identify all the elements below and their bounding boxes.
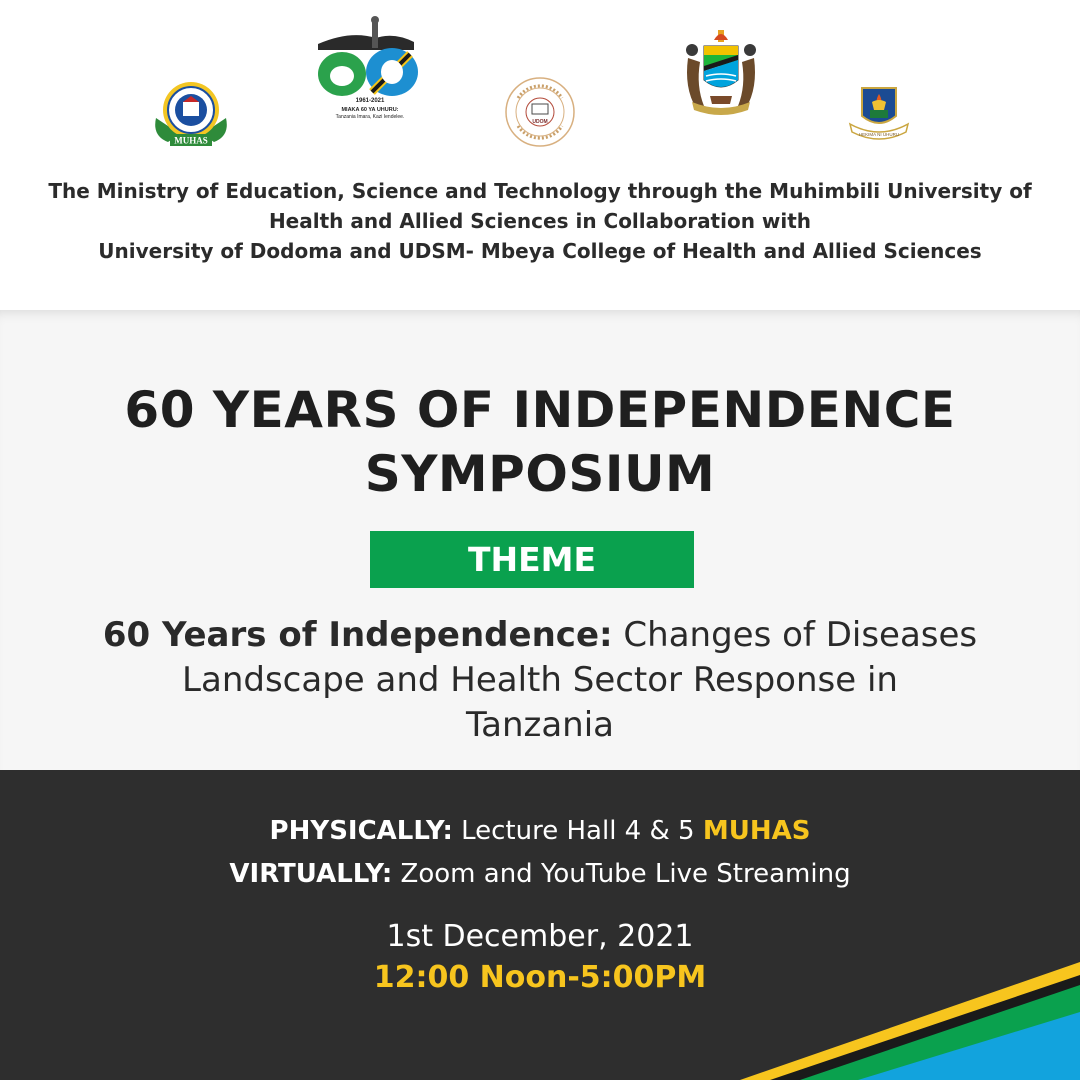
uhuru-line2: Tanzania Imara, Kazi Iendelee. xyxy=(335,114,405,120)
theme-badge: THEME xyxy=(370,531,694,588)
title-line-1: 60 YEARS OF INDEPENDENCE xyxy=(124,381,956,439)
theme-lead: 60 Years of Independence: xyxy=(102,615,613,655)
udom-inner-text: UDOM xyxy=(532,119,548,125)
event-datetime xyxy=(0,916,1080,998)
intro-line-3: University of Dodoma and UDSM- Mbeya College of Health and Allied Sciences xyxy=(98,239,982,263)
theme-line-3: Tanzania xyxy=(465,705,615,745)
intro-text xyxy=(40,176,1040,266)
title-line-2: SYMPOSIUM xyxy=(364,445,716,503)
theme-line-2: Landscape and Health Sector Response in xyxy=(182,660,898,700)
event-date: 1st December, 2021 xyxy=(386,919,694,954)
muhas-logo xyxy=(150,78,232,150)
uhuru-60-logo xyxy=(310,16,430,122)
udsm-logo xyxy=(844,80,914,148)
muhas-banner-text: MUHAS xyxy=(174,135,208,146)
virtual-venue xyxy=(0,853,1080,896)
theme-rest: Changes of Diseases xyxy=(623,615,978,655)
theme-description xyxy=(20,613,1060,748)
header-logos-area xyxy=(0,0,1080,310)
virtual-label: VIRTUALLY: xyxy=(229,859,393,889)
uhuru-line1: MIAKA 60 YA UHURU: xyxy=(341,107,399,113)
theme-line-1 xyxy=(20,613,1060,658)
tanzania-coat-of-arms xyxy=(682,28,760,118)
venue-info xyxy=(0,810,1080,896)
intro-line-2: Health and Allied Sciences in Collaboration with xyxy=(268,209,812,233)
uhuru-years: 1961-2021 xyxy=(355,98,385,104)
event-time: 12:00 Noon-5:00PM xyxy=(373,960,707,995)
symposium-title xyxy=(0,378,1080,506)
intro-line-1: The Ministry of Education, Science and Technology through the Muhimbili University of xyxy=(48,179,1032,203)
physical-venue xyxy=(0,810,1080,853)
physical-highlight: MUHAS xyxy=(702,816,811,846)
physical-value: Lecture Hall 4 & 5 xyxy=(461,816,695,846)
udom-logo xyxy=(504,76,576,148)
physical-label: PHYSICALLY: xyxy=(269,816,453,846)
udsm-motto: HEKIMA NI UHURU xyxy=(858,132,900,137)
virtual-value: Zoom and YouTube Live Streaming xyxy=(400,859,851,889)
